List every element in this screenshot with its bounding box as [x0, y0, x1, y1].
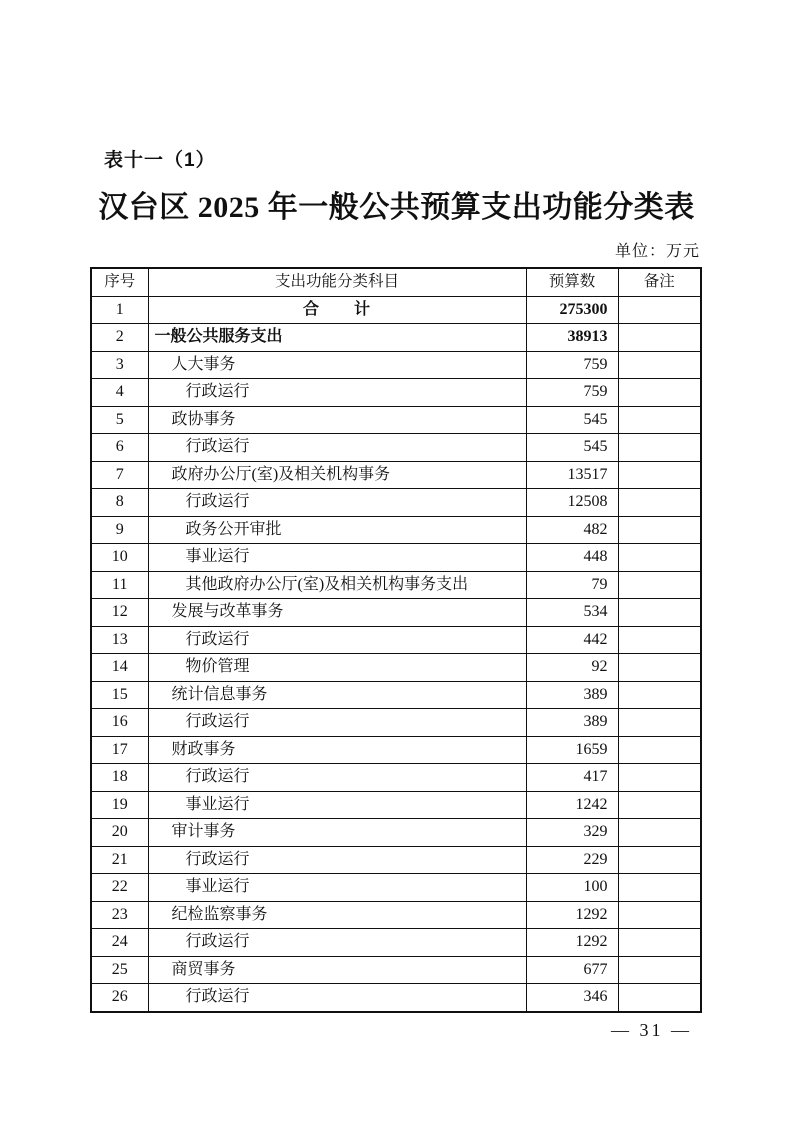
table-row: [91, 544, 701, 572]
cell-remark: [618, 654, 701, 682]
cell-no: 19: [91, 791, 148, 819]
table-row: [91, 929, 701, 957]
cell-subject: 行政运行: [148, 764, 526, 792]
cell-budget: 677: [526, 956, 618, 984]
cell-subject: 行政运行: [148, 929, 526, 957]
cell-subject: 其他政府办公厅(室)及相关机构事务支出: [148, 571, 526, 599]
cell-budget: 759: [526, 379, 618, 407]
cell-no: 22: [91, 874, 148, 902]
column-header-remark: 备注: [618, 268, 701, 296]
cell-remark: [618, 709, 701, 737]
cell-no: 10: [91, 544, 148, 572]
cell-no: 18: [91, 764, 148, 792]
cell-remark: [618, 736, 701, 764]
cell-budget: 329: [526, 819, 618, 847]
cell-no: 4: [91, 379, 148, 407]
cell-budget: 534: [526, 599, 618, 627]
cell-remark: [618, 929, 701, 957]
page-title: 汉台区 2025 年一般公共预算支出功能分类表: [98, 191, 695, 224]
cell-no: 25: [91, 956, 148, 984]
cell-remark: [618, 544, 701, 572]
cell-no: 8: [91, 489, 148, 517]
table-row: [91, 791, 701, 819]
cell-budget: 442: [526, 626, 618, 654]
cell-remark: [618, 434, 701, 462]
cell-subject: 商贸事务: [148, 956, 526, 984]
cell-remark: [618, 764, 701, 792]
table-row: [91, 956, 701, 984]
cell-remark: [618, 571, 701, 599]
cell-subject: 行政运行: [148, 984, 526, 1012]
cell-budget: 545: [526, 406, 618, 434]
cell-budget: 38913: [526, 324, 618, 352]
table-body: [91, 296, 701, 1012]
column-header-budget: 预算数: [526, 268, 618, 296]
cell-remark: [618, 406, 701, 434]
cell-budget: 229: [526, 846, 618, 874]
cell-no: 3: [91, 351, 148, 379]
cell-budget: 417: [526, 764, 618, 792]
cell-no: 6: [91, 434, 148, 462]
table-row: [91, 764, 701, 792]
cell-no: 21: [91, 846, 148, 874]
cell-subject: 行政运行: [148, 489, 526, 517]
table-row: [91, 819, 701, 847]
table-row: [91, 846, 701, 874]
cell-subject: 统计信息事务: [148, 681, 526, 709]
cell-subject: 政协事务: [148, 406, 526, 434]
cell-subject: 行政运行: [148, 709, 526, 737]
unit-note: 单位：万元: [614, 243, 700, 260]
cell-budget: 275300: [526, 296, 618, 324]
cell-remark: [618, 901, 701, 929]
cell-remark: [618, 599, 701, 627]
cell-no: 12: [91, 599, 148, 627]
cell-budget: 545: [526, 434, 618, 462]
table-header-row: [91, 268, 701, 296]
cell-no: 13: [91, 626, 148, 654]
cell-budget: 1242: [526, 791, 618, 819]
cell-budget: 12508: [526, 489, 618, 517]
cell-subject: 政务公开审批: [148, 516, 526, 544]
cell-remark: [618, 846, 701, 874]
cell-subject: 审计事务: [148, 819, 526, 847]
cell-remark: [618, 351, 701, 379]
cell-budget: 1659: [526, 736, 618, 764]
cell-remark: [618, 489, 701, 517]
table-row: [91, 324, 701, 352]
cell-no: 14: [91, 654, 148, 682]
cell-no: 7: [91, 461, 148, 489]
cell-subject: 行政运行: [148, 626, 526, 654]
cell-budget: 389: [526, 709, 618, 737]
table-row: [91, 379, 701, 407]
cell-budget: 448: [526, 544, 618, 572]
cell-remark: [618, 819, 701, 847]
table-row: [91, 434, 701, 462]
cell-remark: [618, 296, 701, 324]
table-row: [91, 489, 701, 517]
cell-subject: 事业运行: [148, 544, 526, 572]
table-row: [91, 654, 701, 682]
cell-budget: 100: [526, 874, 618, 902]
cell-subject: 人大事务: [148, 351, 526, 379]
cell-remark: [618, 516, 701, 544]
cell-subject: 发展与改革事务: [148, 599, 526, 627]
cell-subject: 物价管理: [148, 654, 526, 682]
cell-remark: [618, 956, 701, 984]
cell-remark: [618, 379, 701, 407]
cell-subject: 事业运行: [148, 791, 526, 819]
cell-subject: 行政运行: [148, 379, 526, 407]
cell-no: 11: [91, 571, 148, 599]
cell-subject: 政府办公厅(室)及相关机构事务: [148, 461, 526, 489]
cell-subject: 纪检监察事务: [148, 901, 526, 929]
table-row: [91, 461, 701, 489]
table-row: [91, 406, 701, 434]
cell-no: 17: [91, 736, 148, 764]
table-row: [91, 709, 701, 737]
table-row: [91, 571, 701, 599]
cell-budget: 1292: [526, 929, 618, 957]
cell-budget: 389: [526, 681, 618, 709]
cell-remark: [618, 681, 701, 709]
table-row: [91, 736, 701, 764]
cell-budget: 92: [526, 654, 618, 682]
cell-no: 20: [91, 819, 148, 847]
cell-no: 23: [91, 901, 148, 929]
cell-budget: 79: [526, 571, 618, 599]
cell-no: 1: [91, 296, 148, 324]
cell-remark: [618, 874, 701, 902]
table-row: [91, 874, 701, 902]
table-label: 表十一（1）: [104, 150, 216, 171]
cell-remark: [618, 461, 701, 489]
cell-no: 16: [91, 709, 148, 737]
cell-remark: [618, 626, 701, 654]
cell-no: 5: [91, 406, 148, 434]
cell-remark: [618, 324, 701, 352]
cell-no: 26: [91, 984, 148, 1012]
cell-budget: 1292: [526, 901, 618, 929]
table-row: [91, 296, 701, 324]
cell-budget: 482: [526, 516, 618, 544]
budget-table: [90, 267, 702, 1013]
cell-budget: 346: [526, 984, 618, 1012]
cell-remark: [618, 984, 701, 1012]
cell-subject: 合 计: [148, 296, 526, 324]
column-header-no: 序号: [91, 268, 148, 296]
cell-budget: 13517: [526, 461, 618, 489]
cell-subject: 事业运行: [148, 874, 526, 902]
cell-no: 2: [91, 324, 148, 352]
cell-remark: [618, 791, 701, 819]
table-row: [91, 901, 701, 929]
cell-no: 24: [91, 929, 148, 957]
cell-budget: 759: [526, 351, 618, 379]
page-number: — 31 —: [611, 1020, 692, 1040]
cell-subject: 财政事务: [148, 736, 526, 764]
cell-subject: 一般公共服务支出: [148, 324, 526, 352]
cell-subject: 行政运行: [148, 434, 526, 462]
table-row: [91, 599, 701, 627]
cell-no: 15: [91, 681, 148, 709]
cell-subject: 行政运行: [148, 846, 526, 874]
table-row: [91, 626, 701, 654]
table-row: [91, 681, 701, 709]
cell-no: 9: [91, 516, 148, 544]
table-row: [91, 351, 701, 379]
table-row: [91, 516, 701, 544]
table-row: [91, 984, 701, 1012]
column-header-subject: 支出功能分类科目: [148, 268, 526, 296]
